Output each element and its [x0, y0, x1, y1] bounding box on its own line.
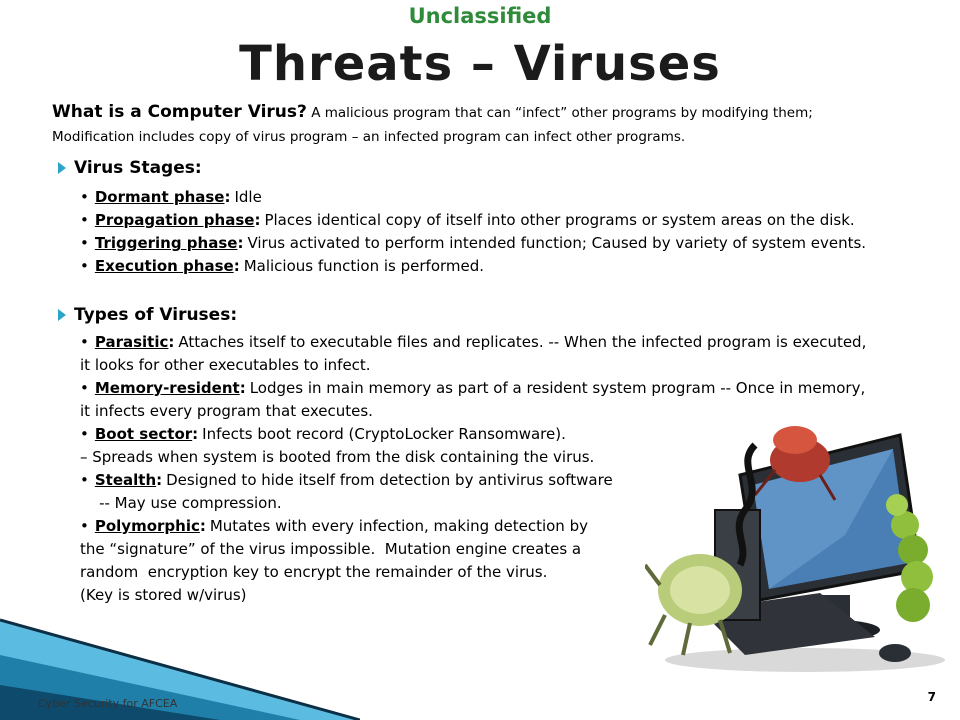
- bullet-icon: •: [80, 471, 89, 489]
- term-description: Designed to hide itself from detection by antivirus software: [166, 471, 613, 489]
- intro-definition: A malicious program that can “infect” other programs by modifying them;: [311, 105, 813, 121]
- term-colon: :: [168, 333, 175, 351]
- continuation-line: the “signature” of the virus impossible. Mutation engine creates a: [80, 540, 582, 558]
- term-description: Infects boot record (CryptoLocker Ransomware).: [202, 425, 566, 443]
- list-item: [80, 331, 866, 354]
- intro-paragraph: [52, 100, 932, 149]
- term-label: Stealth: [94, 471, 157, 489]
- section-virus-stages: [58, 158, 202, 178]
- term-colon: :: [199, 517, 206, 535]
- term-label: Polymorphic: [94, 517, 200, 535]
- bullet-icon: •: [80, 234, 89, 252]
- term-description: Mutates with every infection, making detection by: [209, 517, 588, 535]
- bullet-icon: •: [80, 517, 89, 535]
- bullet-icon: •: [80, 188, 89, 206]
- bullet-icon: •: [80, 425, 89, 443]
- term-label: Memory-resident: [94, 379, 240, 397]
- intro-definition-2: Modification includes copy of virus program – an infected program can infect other programs.: [52, 129, 686, 145]
- continuation-line: it looks for other executables to infect.: [80, 356, 371, 374]
- term-description: Places identical copy of itself into other programs or system areas on the disk.: [264, 211, 855, 229]
- continuation-line: random encryption key to encrypt the remainder of the virus.: [80, 563, 548, 581]
- term-colon: :: [233, 257, 240, 275]
- bullet-icon: •: [80, 379, 89, 397]
- classification-banner: Unclassified: [408, 4, 552, 28]
- bullet-icon: •: [80, 333, 89, 351]
- list-item: [80, 209, 866, 232]
- section-heading: Types of Viruses:: [74, 305, 238, 325]
- term-label: Boot sector: [94, 425, 193, 443]
- term-label: Parasitic: [94, 333, 169, 351]
- term-colon: :: [192, 425, 199, 443]
- term-colon: :: [254, 211, 261, 229]
- infected-computer-illustration: [645, 415, 945, 675]
- term-description: Lodges in main memory as part of a resident system program -- Once in memory,: [249, 379, 866, 397]
- list-item: [80, 186, 866, 209]
- term-colon: :: [156, 471, 163, 489]
- term-label: Dormant phase: [94, 188, 225, 206]
- term-description: Attaches itself to executable files and replicates. -- When the infected program is executed,: [178, 333, 867, 351]
- list-item: [80, 255, 866, 278]
- term-label: Execution phase: [94, 257, 234, 275]
- continuation-line: -- May use compression.: [80, 494, 282, 512]
- continuation-line: (Key is stored w/virus): [80, 586, 247, 604]
- slide-title: Threats – Viruses: [239, 36, 721, 92]
- term-colon: :: [224, 188, 231, 206]
- section-types-of-viruses: [58, 305, 237, 325]
- continuation-line: it infects every program that executes.: [80, 402, 373, 420]
- term-colon: :: [239, 379, 246, 397]
- term-description: Idle: [234, 188, 262, 206]
- continuation-line: – Spreads when system is booted from the disk containing the virus.: [80, 448, 595, 466]
- term-label: Propagation phase: [94, 211, 255, 229]
- intro-question: What is a Computer Virus?: [52, 102, 307, 122]
- section-heading: Virus Stages:: [74, 158, 202, 178]
- footer-text: Cyber Security for AFCEA: [38, 697, 178, 710]
- stages-list: [80, 186, 866, 278]
- term-colon: :: [237, 234, 244, 252]
- page-number: 7: [927, 690, 936, 704]
- arrow-bullet-icon: [58, 162, 66, 174]
- term-description: Virus activated to perform intended function; Caused by variety of system events.: [247, 234, 867, 252]
- term-label: Triggering phase: [94, 234, 238, 252]
- arrow-bullet-icon: [58, 309, 66, 321]
- bullet-icon: •: [80, 211, 89, 229]
- term-description: Malicious function is performed.: [243, 257, 485, 275]
- bullet-icon: •: [80, 257, 89, 275]
- list-item: [80, 232, 866, 255]
- list-item: [80, 377, 866, 400]
